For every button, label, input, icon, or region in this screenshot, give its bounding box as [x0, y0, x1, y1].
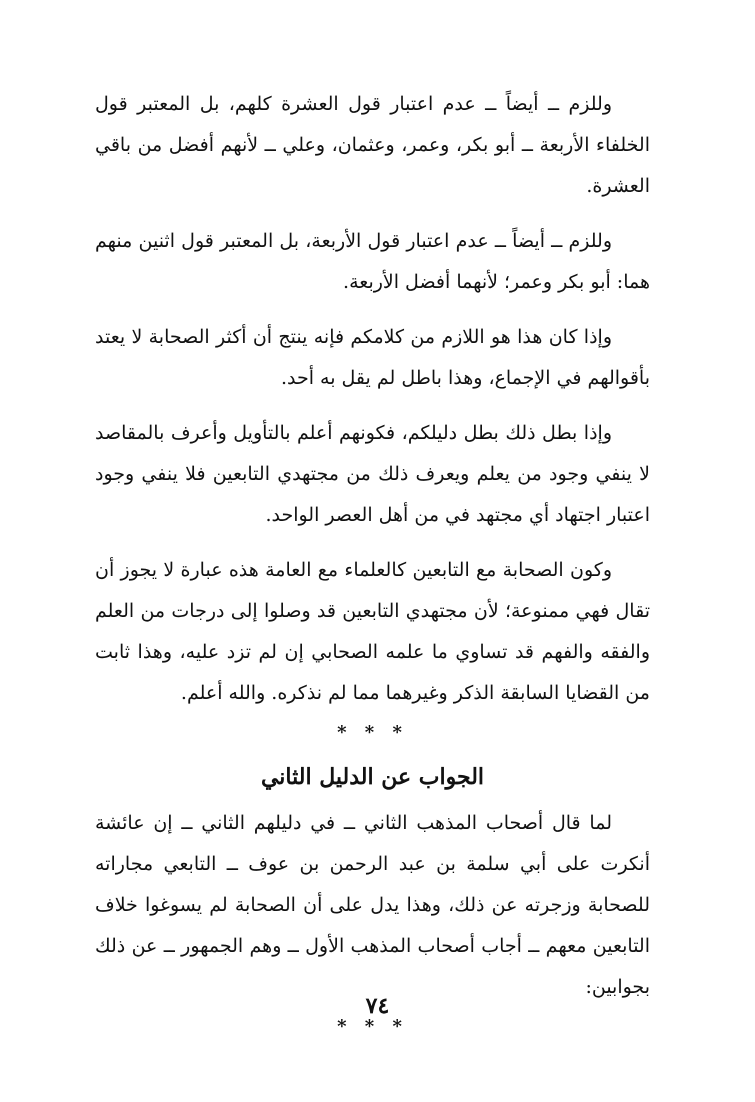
- paragraph-4: وإذا بطل ذلك بطل دليلكم، فكونهم أعلم بالتأويل وأعرف بالمقاصد لا ينفي وجود من يعلم ويعرف ذلك من مجتهدي التابعين فلا ينفي وجود اعتبار اجتهاد أي مجتهد في من أهل العصر الواحد.: [95, 422, 650, 526]
- page-body: [95, 84, 650, 1049]
- page-number: ٧٤: [365, 993, 390, 1019]
- section-heading: الجواب عن الدليل الثاني: [260, 764, 485, 790]
- section-separator-end: * * *: [337, 1016, 408, 1037]
- paragraph-5: وكون الصحابة مع التابعين كالعلماء مع العامة هذه عبارة لا يجوز أن تقال فهي ممنوعة؛ لأن مجتهدي التابعين قد وصلوا إلى درجات من العلم والفقه والفهم قد تساوي ما علمه الصحابي إن لم تزد عليه، وهذا ثابت من القضايا السابقة الذكر وغيرهما مما لم نذكره. والله أعلم.: [95, 559, 650, 704]
- section-separator: * * *: [337, 722, 408, 743]
- paragraph-6: لما قال أصحاب المذهب الثاني ــ في دليلهم الثاني ــ إن عائشة أنكرت على أبي سلمة بن عبد الرحمن بن عوف ــ التابعي مجاراته للصحابة وزجرته عن ذلك، وهذا يدل على أن الصحابة لم يسوغوا خلاف التابعين معهم ــ أجاب أصحاب المذهب الأول ــ وهم الجمهور ــ عن ذلك بجوابين:: [95, 812, 650, 998]
- paragraph-1: وللزم ــ أيضاً ــ عدم اعتبار قول العشرة كلهم، بل المعتبر قول الخلفاء الأربعة ــ أبو بكر، وعمر، وعثمان، وعلي ــ لأنهم أفضل من باقي العشرة.: [95, 93, 650, 197]
- paragraph-3: وإذا كان هذا هو اللازم من كلامكم فإنه ينتج أن أكثر الصحابة لا يعتد بأقوالهم في الإجماع، وهذا باطل لم يقل به أحد.: [95, 326, 650, 389]
- paragraph-2: وللزم ــ أيضاً ــ عدم اعتبار قول الأربعة، بل المعتبر قول اثنين منهم هما: أبو بكر وعمر؛ لأنهما أفضل الأربعة.: [95, 230, 650, 293]
